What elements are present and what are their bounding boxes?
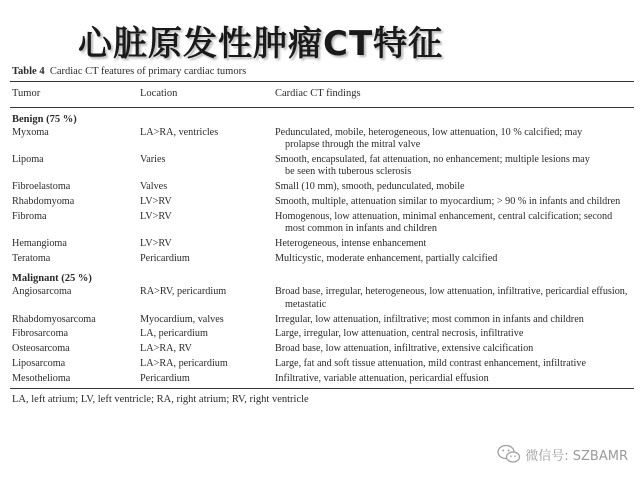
table-row [10, 181, 634, 196]
cell-tumor: Lipoma [12, 154, 44, 166]
table-row [10, 196, 634, 211]
cell-tumor: Liposarcoma [12, 357, 66, 369]
cell-findings [275, 238, 634, 250]
table-header-row [10, 82, 634, 107]
cell-location: LV>RV [140, 210, 172, 222]
findings-line-continued: be seen with tuberous sclerosis [285, 166, 412, 178]
cell-findings [275, 328, 634, 340]
cell-tumor: Mesothelioma [12, 372, 71, 384]
cell-location: Myocardium, valves [140, 313, 224, 325]
cell-findings [275, 373, 634, 385]
cell-findings [275, 181, 634, 193]
table-row [10, 358, 634, 373]
cell-tumor: Teratoma [12, 252, 51, 264]
cell-location: Valves [140, 181, 168, 193]
cell-tumor: Fibroelastoma [12, 181, 71, 193]
cell-location: LA>RA, ventricles [140, 127, 219, 138]
findings-line-continued: prolapse through the mitral valve [285, 139, 421, 151]
findings-line: Smooth, encapsulated, fat attenuation, no enhancement; multiple lesions may [275, 154, 590, 166]
cell-location: RA>RV, pericardium [140, 286, 227, 298]
findings-line: Small (10 mm), smooth, pedunculated, mobile [275, 181, 465, 193]
cell-tumor: Osteosarcoma [12, 343, 70, 355]
table-row [10, 238, 634, 253]
findings-line: Heterogeneous, intense enhancement [275, 237, 427, 249]
cell-findings [275, 358, 634, 370]
table-row [10, 314, 634, 329]
findings-line: Large, fat and soft tissue attenuation, mild contrast enhancement, infiltrative [275, 357, 586, 369]
table-body [10, 108, 634, 388]
findings-line-continued: metastatic [285, 298, 327, 310]
table-row [10, 373, 634, 388]
header-findings: Cardiac CT findings [275, 88, 361, 99]
cell-findings [275, 314, 634, 326]
cell-findings [275, 286, 634, 311]
slide-title: 心脏原发性肿瘤CT特征 [78, 24, 444, 64]
cell-findings [275, 343, 634, 355]
findings-line-continued: most common in infants and children [285, 223, 437, 235]
cell-findings [275, 154, 634, 179]
header-tumor: Tumor [12, 88, 41, 99]
cell-findings [275, 127, 634, 152]
cell-tumor: Fibroma [12, 210, 47, 222]
table-row [10, 127, 634, 154]
cell-location: Varies [140, 154, 166, 166]
table-label: Table 4 [12, 66, 45, 77]
findings-line: Pedunculated, mobile, heterogeneous, low attenuation, 10 % calcified; may [275, 127, 583, 138]
table-row [10, 286, 634, 313]
cell-tumor: Myxoma [12, 127, 49, 138]
findings-line: Large, irregular, low attenuation, central necrosis, infiltrative [275, 328, 524, 340]
cell-findings [275, 196, 634, 208]
cell-location: LA>RA, pericardium [140, 357, 228, 369]
cell-findings [275, 211, 634, 236]
wechat-icon [497, 444, 521, 464]
findings-line: Homogenous, low attenuation, minimal enhancement, central calcification; second [275, 210, 613, 222]
section-title: Benign (75 %) [12, 114, 77, 125]
table-row [10, 343, 634, 358]
cell-tumor: Rhabdomyoma [12, 195, 75, 207]
header-location: Location [140, 88, 178, 99]
cell-location: LA, pericardium [140, 328, 208, 340]
watermark [497, 444, 628, 464]
cell-tumor: Fibrosarcoma [12, 328, 69, 340]
table-caption-text: Cardiac CT features of primary cardiac tumors [49, 66, 247, 77]
cardiac-ct-table [10, 66, 634, 405]
table-footnote: LA, left atrium; LV, left ventricle; RA, right atrium; RV, right ventricle [12, 393, 309, 405]
findings-line: Irregular, low attenuation, infiltrative; most common in infants and children [275, 313, 584, 325]
cell-location: Pericardium [140, 252, 190, 264]
findings-line: Smooth, multiple, attenuation similar to myocardium; > 90 % in infants and children [275, 195, 621, 207]
cell-tumor: Rhabdomyosarcoma [12, 313, 96, 325]
findings-line: Infiltrative, variable attenuation, pericardial effusion [275, 372, 489, 384]
cell-location: LA>RA, RV [140, 343, 192, 355]
table-row [10, 328, 634, 343]
cell-tumor: Angiosarcoma [12, 286, 72, 298]
cell-findings [275, 253, 634, 265]
table-row [10, 154, 634, 181]
cell-tumor: Hemangioma [12, 237, 67, 249]
table-row [10, 211, 634, 238]
table-caption [10, 66, 634, 81]
cell-location: LV>RV [140, 195, 172, 207]
cell-location: Pericardium [140, 372, 190, 384]
cell-location: LV>RV [140, 237, 172, 249]
section-title: Malignant (25 %) [12, 273, 92, 285]
findings-line: Broad base, low attenuation, infiltrative, extensive calcification [275, 343, 534, 355]
findings-line: Multicystic, moderate enhancement, partially calcified [275, 252, 498, 264]
table-row [10, 253, 634, 268]
watermark-text: 微信号: SZBAMR [525, 448, 628, 464]
findings-line: Broad base, irregular, heterogeneous, low attenuation, infiltrative, pericardial effusion, [275, 286, 628, 298]
